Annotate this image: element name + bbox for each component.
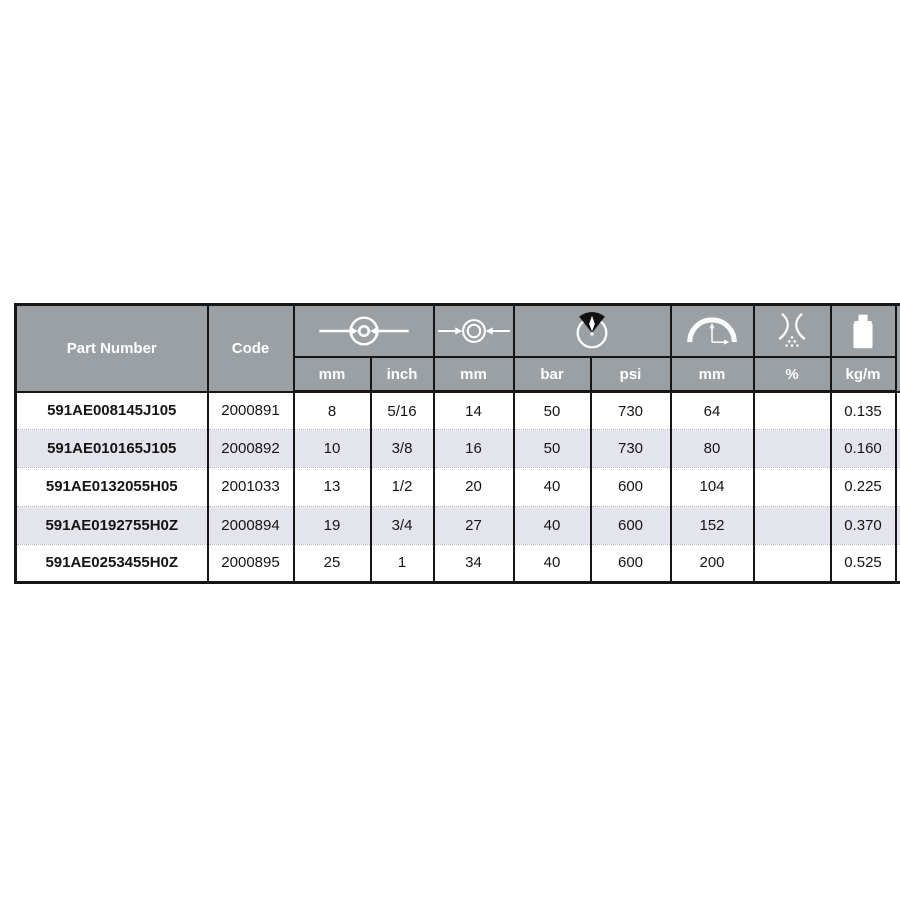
cell-pressure-psi: 600 xyxy=(591,468,671,506)
cell-id-mm: 10 xyxy=(294,430,371,468)
cell-id-inch: 3/4 xyxy=(371,506,434,544)
cell-cutoff xyxy=(896,544,900,582)
cell-part-number: 591AE008145J105 xyxy=(16,392,208,430)
unit-expansion-pct: % xyxy=(754,357,831,392)
col-header-code: Code xyxy=(208,305,294,392)
cell-pressure-bar: 50 xyxy=(514,430,591,468)
cell-bend-radius: 200 xyxy=(671,544,754,582)
cell-cutoff xyxy=(896,506,900,544)
cell-id-inch: 3/8 xyxy=(371,430,434,468)
cell-cutoff xyxy=(896,430,900,468)
outer-diameter-icon xyxy=(434,305,514,358)
cell-elongation xyxy=(754,430,831,468)
cell-od-mm: 16 xyxy=(434,430,514,468)
cell-part-number: 591AE0132055H05 xyxy=(16,468,208,506)
cell-code: 2001033 xyxy=(208,468,294,506)
cell-pressure-psi: 600 xyxy=(591,544,671,582)
cell-pressure-bar: 50 xyxy=(514,392,591,430)
col-header-part-number: Part Number xyxy=(16,305,208,392)
bend-radius-icon xyxy=(671,305,754,358)
cell-code: 2000895 xyxy=(208,544,294,582)
cell-od-mm: 20 xyxy=(434,468,514,506)
cell-pressure-bar: 40 xyxy=(514,506,591,544)
expansion-icon xyxy=(754,305,831,358)
cell-bend-radius: 80 xyxy=(671,430,754,468)
cell-id-mm: 19 xyxy=(294,506,371,544)
unit-pressure-bar: bar xyxy=(514,357,591,392)
table-row xyxy=(16,544,900,582)
spec-table-wrap xyxy=(14,303,900,587)
cell-elongation xyxy=(754,468,831,506)
cell-id-inch: 1/2 xyxy=(371,468,434,506)
cell-pressure-psi: 730 xyxy=(591,430,671,468)
weight-icon xyxy=(831,305,896,358)
unit-inner-diameter-mm: mm xyxy=(294,357,371,392)
cell-od-mm: 14 xyxy=(434,392,514,430)
table-row xyxy=(16,506,900,544)
cell-code: 2000891 xyxy=(208,392,294,430)
cell-bend-radius: 152 xyxy=(671,506,754,544)
cell-cutoff xyxy=(896,468,900,506)
cutoff-column-header xyxy=(896,305,900,392)
cell-id-mm: 25 xyxy=(294,544,371,582)
working-pressure-icon xyxy=(514,305,671,358)
cell-weight: 0.525 xyxy=(831,544,896,582)
cell-code: 2000894 xyxy=(208,506,294,544)
cell-pressure-bar: 40 xyxy=(514,468,591,506)
cell-code: 2000892 xyxy=(208,430,294,468)
cell-elongation xyxy=(754,544,831,582)
cell-cutoff xyxy=(896,392,900,430)
cell-weight: 0.225 xyxy=(831,468,896,506)
cell-id-mm: 8 xyxy=(294,392,371,430)
cell-part-number: 591AE0192755H0Z xyxy=(16,506,208,544)
cell-bend-radius: 64 xyxy=(671,392,754,430)
cell-id-inch: 5/16 xyxy=(371,392,434,430)
table-row xyxy=(16,392,900,430)
cell-pressure-psi: 600 xyxy=(591,506,671,544)
cell-pressure-psi: 730 xyxy=(591,392,671,430)
unit-weight-kgm: kg/m xyxy=(831,357,896,392)
cell-part-number: 591AE0253455H0Z xyxy=(16,544,208,582)
cell-weight: 0.370 xyxy=(831,506,896,544)
cell-id-mm: 13 xyxy=(294,468,371,506)
cell-weight: 0.160 xyxy=(831,430,896,468)
spec-table xyxy=(14,303,900,584)
cell-elongation xyxy=(754,392,831,430)
cell-pressure-bar: 40 xyxy=(514,544,591,582)
unit-outer-diameter-mm: mm xyxy=(434,357,514,392)
cell-bend-radius: 104 xyxy=(671,468,754,506)
cell-part-number: 591AE010165J105 xyxy=(16,430,208,468)
unit-bend-radius-mm: mm xyxy=(671,357,754,392)
unit-inner-diameter-inch: inch xyxy=(371,357,434,392)
table-row xyxy=(16,468,900,506)
cell-elongation xyxy=(754,506,831,544)
inner-diameter-icon xyxy=(294,305,434,358)
table-row xyxy=(16,430,900,468)
cell-id-inch: 1 xyxy=(371,544,434,582)
cell-od-mm: 27 xyxy=(434,506,514,544)
header-icon-row xyxy=(16,305,900,358)
cell-od-mm: 34 xyxy=(434,544,514,582)
unit-pressure-psi: psi xyxy=(591,357,671,392)
cell-weight: 0.135 xyxy=(831,392,896,430)
